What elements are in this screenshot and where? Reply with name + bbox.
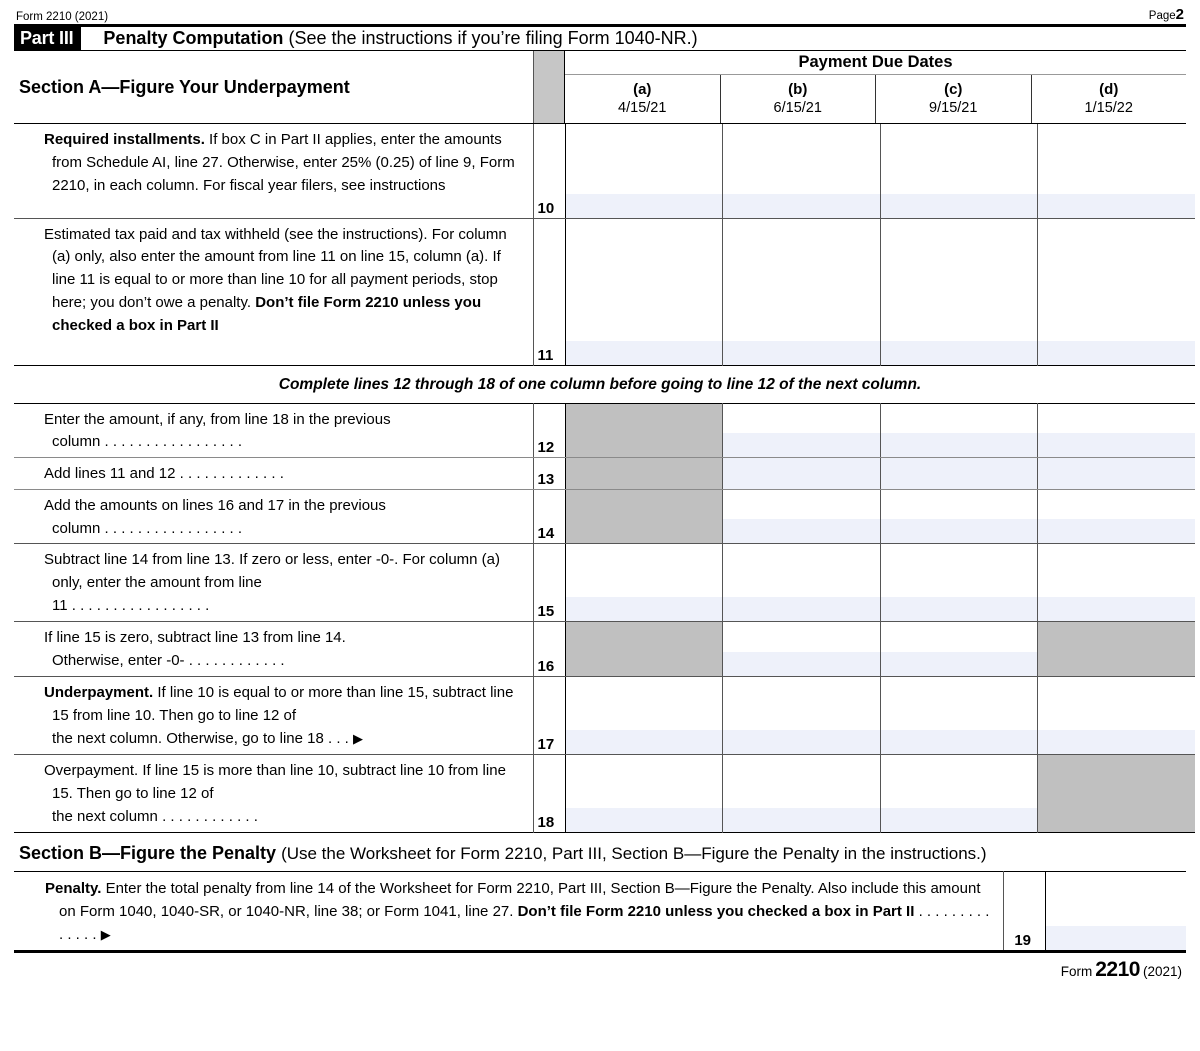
line-17-p3: the next column. Otherwise, go to line 18 bbox=[52, 729, 324, 747]
line-11-p4: is equal to or more than line 10 for all payment bbox=[99, 271, 408, 289]
line-10-p3: Otherwise, enter 25% (0.25) of line 9, Form 2210, in bbox=[52, 153, 515, 194]
entry-band bbox=[881, 808, 1038, 832]
table-row-15 bbox=[14, 544, 1195, 622]
entry-band bbox=[881, 652, 1038, 676]
line-11-box-label: 11 bbox=[537, 346, 554, 364]
entry-band bbox=[1038, 341, 1195, 365]
line-18-p2: subtract line 10 from line 15. Then go to line 12 of bbox=[52, 762, 506, 802]
line-15-text-cell bbox=[14, 544, 533, 622]
line-13-entry-a bbox=[565, 458, 723, 490]
line-15-p1: Subtract line 14 from line 13. If zero or less, enter bbox=[44, 551, 372, 569]
table-row-12 bbox=[14, 403, 1195, 458]
section-a-header bbox=[14, 51, 1186, 124]
line-19-text-cell bbox=[14, 872, 1004, 952]
line-19-p3: 27. bbox=[492, 902, 518, 920]
footer-form-number: 2210 bbox=[1095, 958, 1140, 982]
line-14-box-label: 14 bbox=[537, 525, 555, 543]
line-13-entry-b[interactable] bbox=[723, 458, 881, 490]
section-a-heading: Section A—Figure Your Underpayment bbox=[19, 76, 350, 97]
line-11-entry-a[interactable] bbox=[565, 218, 723, 365]
table-row-19 bbox=[14, 872, 1186, 952]
line-10-p4: each column. For fiscal year filers, see instructions bbox=[109, 176, 446, 194]
form-footer bbox=[14, 953, 1186, 982]
column-date-d: 1/15/22 bbox=[1084, 100, 1133, 117]
line-16-number-box bbox=[533, 622, 565, 677]
table-row-10 bbox=[14, 124, 1195, 218]
line-17-number-box bbox=[533, 677, 565, 755]
line-14-text-cell bbox=[14, 489, 533, 544]
line-10-number-box bbox=[533, 124, 565, 218]
line-16-number bbox=[14, 627, 44, 650]
entry-band bbox=[1038, 519, 1195, 543]
page-header bbox=[14, 0, 1186, 24]
line-16-box-label: 16 bbox=[537, 658, 555, 676]
entry-band bbox=[723, 652, 880, 676]
line-19-bold-lead: Penalty. bbox=[45, 880, 102, 898]
line-10-bold-lead: Required installments. bbox=[44, 131, 205, 148]
entry-band bbox=[1038, 730, 1195, 754]
entry-band bbox=[723, 194, 880, 218]
entry-band bbox=[881, 597, 1038, 621]
line-16-dots: . . . . . . . . . . . . bbox=[188, 652, 285, 670]
line-14-entry-a bbox=[565, 489, 723, 544]
line-10-text-cell bbox=[14, 124, 533, 218]
line-15-entry-c[interactable] bbox=[880, 544, 1038, 622]
entry-band bbox=[723, 730, 880, 754]
lines-10-11-table bbox=[14, 124, 1195, 366]
line-17-text bbox=[14, 677, 533, 753]
line-19-p1: Enter the total penalty from line 14 of the Worksheet for Form 2210, Part III, Section B—Figure bbox=[101, 880, 733, 898]
column-date-c: 9/15/21 bbox=[929, 100, 978, 117]
line-18-p3: the next column bbox=[52, 807, 158, 825]
entry-band bbox=[723, 433, 880, 457]
line-15-number bbox=[14, 549, 44, 572]
section-b-heading-bold: Section B—Figure the Penalty bbox=[19, 843, 277, 864]
entry-band bbox=[566, 597, 723, 621]
footer-form-word: Form bbox=[1060, 964, 1093, 980]
line-15-dots: . . . . . . . . . . . . . . . . . bbox=[71, 597, 210, 615]
section-b-heading-rest: (Use the Worksheet for Form 2210, Part III, Section B—Figure the Penalty in the instructions.) bbox=[281, 844, 987, 864]
table-row-14 bbox=[14, 489, 1195, 544]
line-19-bold-tail: Don’t file Form 2210 unless you checked a box in Part II bbox=[517, 902, 915, 920]
line-17-bold-lead: Underpayment. bbox=[44, 684, 154, 702]
entry-band bbox=[1046, 926, 1186, 950]
line-11-entry-c[interactable] bbox=[880, 218, 1038, 365]
line-14-p1: Add the amounts on lines 16 and 17 in the previous bbox=[44, 496, 386, 514]
column-header-a bbox=[565, 75, 720, 123]
line-18-p1: Overpayment. If line 15 is more than line 10, bbox=[44, 762, 339, 780]
section-b-heading bbox=[14, 833, 1186, 871]
entry-band bbox=[723, 519, 880, 543]
line-12-entry-a bbox=[565, 403, 723, 458]
line-14-p2: column bbox=[52, 519, 101, 537]
entry-band bbox=[723, 597, 880, 621]
line-17-entry-b[interactable] bbox=[723, 677, 881, 755]
column-date-b: 6/15/21 bbox=[773, 100, 822, 117]
line-18-text bbox=[14, 755, 533, 831]
line-15-entry-a[interactable] bbox=[565, 544, 723, 622]
line-18-number-box bbox=[533, 755, 565, 833]
line-16-p1: If line 15 is zero, subtract line 13 from line 14. bbox=[44, 629, 346, 647]
table-row-16 bbox=[14, 622, 1195, 677]
line-11-bold-a: Don’t bbox=[255, 293, 294, 311]
line-17-p1: If line 10 is equal to or more than line bbox=[153, 684, 404, 702]
line-12-p2: column bbox=[52, 433, 101, 451]
entry-band bbox=[566, 341, 723, 365]
line-11-p5: periods, stop here; you don’t owe a penalty. bbox=[52, 271, 498, 311]
line-19-text bbox=[15, 873, 1002, 949]
line-15-entry-b[interactable] bbox=[723, 544, 881, 622]
complete-lines-note: Complete lines 12 through 18 of one column before going to line 12 of the next column. bbox=[278, 375, 922, 393]
line-17-p2: 15, subtract line 15 from line 10. Then go to line 12 of bbox=[52, 684, 514, 724]
line-18-box-label: 18 bbox=[537, 814, 555, 832]
entry-band bbox=[723, 341, 880, 365]
line-15-p3: 11 bbox=[52, 597, 68, 615]
line-12-box-label: 12 bbox=[537, 439, 555, 457]
payment-due-dates-block bbox=[565, 51, 1186, 123]
line-14-entry-b[interactable] bbox=[723, 489, 881, 544]
line-11-p3: amount from line 11 on line 15, column (a). If line 11 bbox=[52, 248, 501, 289]
line-17-text-cell bbox=[14, 677, 533, 755]
line-10-entry-b[interactable] bbox=[723, 124, 881, 218]
table-row-17 bbox=[14, 677, 1195, 755]
line-11-number-box bbox=[533, 218, 565, 365]
line-18-dots: . . . . . . . . . . . . bbox=[162, 807, 258, 825]
line-17-box-label: 17 bbox=[537, 736, 555, 754]
line-13-entry-c[interactable] bbox=[880, 458, 1038, 490]
form-id-label: Form 2210 (2021) bbox=[16, 11, 109, 23]
part-title-bold: Penalty Computation bbox=[103, 28, 284, 48]
line-12-dots: . . . . . . . . . . . . . . . . . bbox=[104, 433, 243, 451]
line-11-text-cell bbox=[14, 218, 533, 365]
line-17-number bbox=[14, 682, 44, 705]
entry-band bbox=[566, 194, 723, 218]
entry-band bbox=[881, 194, 1038, 218]
line-14-entry-c[interactable] bbox=[880, 489, 1038, 544]
entry-band bbox=[881, 341, 1038, 365]
line-11-text bbox=[14, 219, 533, 341]
entry-band bbox=[1038, 458, 1195, 489]
line-13-entry-d[interactable] bbox=[1038, 458, 1196, 490]
line-19-p2: the Penalty. Also include this amount on Form 1040, 1040-SR, or 1040-NR, line 38; or Form 1041, line bbox=[59, 880, 981, 920]
column-header-d bbox=[1031, 75, 1187, 123]
column-header-b bbox=[720, 75, 876, 123]
line-13-number bbox=[14, 463, 44, 486]
line-11-entry-d[interactable] bbox=[1038, 218, 1196, 365]
line-12-text-cell bbox=[14, 403, 533, 458]
line-11-p2: instructions). For column (a) only, also enter the bbox=[52, 225, 507, 266]
column-label-d: (d) bbox=[1099, 80, 1119, 98]
line-14-dots: . . . . . . . . . . . . . . . . . bbox=[104, 519, 243, 537]
line-18-entry-d bbox=[1038, 755, 1196, 833]
line-14-text bbox=[14, 490, 533, 544]
line-10-box-label: 10 bbox=[537, 199, 555, 217]
line-10-entry-a[interactable] bbox=[565, 124, 723, 218]
line-19-number bbox=[15, 878, 45, 901]
line-17-entry-c[interactable] bbox=[880, 677, 1038, 755]
line-12-p1: Enter the amount, if any, from line 18 in the previous bbox=[44, 410, 391, 428]
line-13-p1: Add lines 11 and 12 bbox=[44, 465, 176, 483]
line-15-text bbox=[14, 544, 533, 620]
line-11-p1: Estimated tax paid and tax withheld (see the bbox=[44, 225, 339, 243]
table-row-11 bbox=[14, 218, 1195, 365]
right-arrow-icon: ▶ bbox=[353, 730, 364, 746]
line-12-number-box bbox=[533, 403, 565, 458]
line-13-box-label: 13 bbox=[537, 470, 555, 488]
entry-band bbox=[566, 808, 723, 832]
page-word: Page bbox=[1148, 10, 1176, 22]
line-19-dots: . . . . . . . . . . . . . . bbox=[59, 902, 990, 943]
line-13-text bbox=[14, 458, 533, 489]
column-header-c bbox=[875, 75, 1031, 123]
line-number-gutter-header bbox=[533, 51, 565, 123]
line-12-entry-c[interactable] bbox=[880, 403, 1038, 458]
entry-band bbox=[566, 730, 723, 754]
entry-band bbox=[881, 458, 1038, 489]
line-11-number bbox=[14, 224, 44, 247]
line-19-number-box bbox=[1004, 872, 1046, 952]
payment-due-dates-columns bbox=[565, 75, 1186, 123]
column-label-c: (c) bbox=[944, 80, 963, 98]
table-row-18 bbox=[14, 755, 1195, 833]
entry-band bbox=[1038, 433, 1195, 457]
line-18-entry-b[interactable] bbox=[723, 755, 881, 833]
part-iii-banner bbox=[14, 24, 1186, 51]
line-17-dots: . . . bbox=[328, 729, 349, 747]
line-16-entry-c[interactable] bbox=[880, 622, 1038, 677]
line-13-dots: . . . . . . . . . . . . . bbox=[179, 465, 284, 483]
line-18-entry-c[interactable] bbox=[880, 755, 1038, 833]
column-label-a: (a) bbox=[633, 80, 652, 98]
line-13-number-box bbox=[533, 458, 565, 490]
part-title-rest: (See the instructions if you’re filing Form 1040-NR.) bbox=[288, 28, 698, 48]
line-12-entry-d[interactable] bbox=[1038, 403, 1196, 458]
line-16-p2: Otherwise, enter -0- bbox=[52, 652, 185, 670]
line-14-number-box bbox=[533, 489, 565, 544]
entry-band bbox=[881, 519, 1038, 543]
line-11-entry-b[interactable] bbox=[723, 218, 881, 365]
line-18-number bbox=[14, 760, 44, 783]
line-14-number bbox=[14, 495, 44, 518]
part-tag: Part III bbox=[14, 27, 81, 50]
line-12-entry-b[interactable] bbox=[723, 403, 881, 458]
line-15-box-label: 15 bbox=[537, 603, 555, 621]
entry-band bbox=[1038, 597, 1195, 621]
line-18-text-cell bbox=[14, 755, 533, 833]
entry-band bbox=[1038, 194, 1195, 218]
payment-due-dates-title: Payment Due Dates bbox=[565, 51, 1186, 75]
line-12-text bbox=[14, 404, 533, 458]
line-17-entry-a[interactable] bbox=[565, 677, 723, 755]
table-row-13 bbox=[14, 458, 1195, 490]
line-10-p1: If box C in Part II applies, bbox=[204, 131, 377, 148]
page-number: 2 bbox=[1175, 6, 1184, 23]
entry-band bbox=[723, 808, 880, 832]
entry-band bbox=[723, 458, 880, 489]
line-12-number bbox=[14, 409, 44, 432]
line-16-entry-d bbox=[1038, 622, 1196, 677]
lines-12-18-table bbox=[14, 403, 1195, 834]
line-19-entry[interactable] bbox=[1046, 872, 1186, 952]
line-16-entry-a bbox=[565, 622, 723, 677]
line-16-text bbox=[14, 622, 533, 676]
line-13-text-cell bbox=[14, 458, 533, 490]
line-10-entry-c[interactable] bbox=[880, 124, 1038, 218]
line-10-p2: enter the amounts from Schedule AI, line 27. bbox=[52, 131, 502, 171]
line-10-number bbox=[14, 129, 44, 152]
line-10-entry-d[interactable] bbox=[1038, 124, 1196, 218]
line-16-text-cell bbox=[14, 622, 533, 677]
entry-band bbox=[881, 433, 1038, 457]
line-15-p2: -0-. For column (a) only, enter the amount from line bbox=[52, 551, 501, 592]
line-15-number-box bbox=[533, 544, 565, 622]
line-19-table bbox=[14, 871, 1186, 953]
line-14-entry-d[interactable] bbox=[1038, 489, 1196, 544]
entry-band bbox=[881, 730, 1038, 754]
footer-form-year: (2021) bbox=[1142, 964, 1182, 980]
column-label-b: (b) bbox=[788, 80, 808, 98]
page-number-label bbox=[1149, 6, 1184, 23]
line-18-entry-a[interactable] bbox=[565, 755, 723, 833]
line-19-box-label: 19 bbox=[1014, 932, 1032, 950]
column-date-a: 4/15/21 bbox=[618, 100, 667, 117]
line-17-entry-d[interactable] bbox=[1038, 677, 1196, 755]
part-title bbox=[81, 27, 697, 50]
right-arrow-icon: ▶ bbox=[100, 926, 111, 942]
line-11-bold-b: file Form 2210 unless you checked a box in Part II bbox=[52, 293, 482, 334]
line-10-text bbox=[14, 124, 533, 200]
line-16-entry-b[interactable] bbox=[723, 622, 881, 677]
line-15-entry-d[interactable] bbox=[1038, 544, 1196, 622]
